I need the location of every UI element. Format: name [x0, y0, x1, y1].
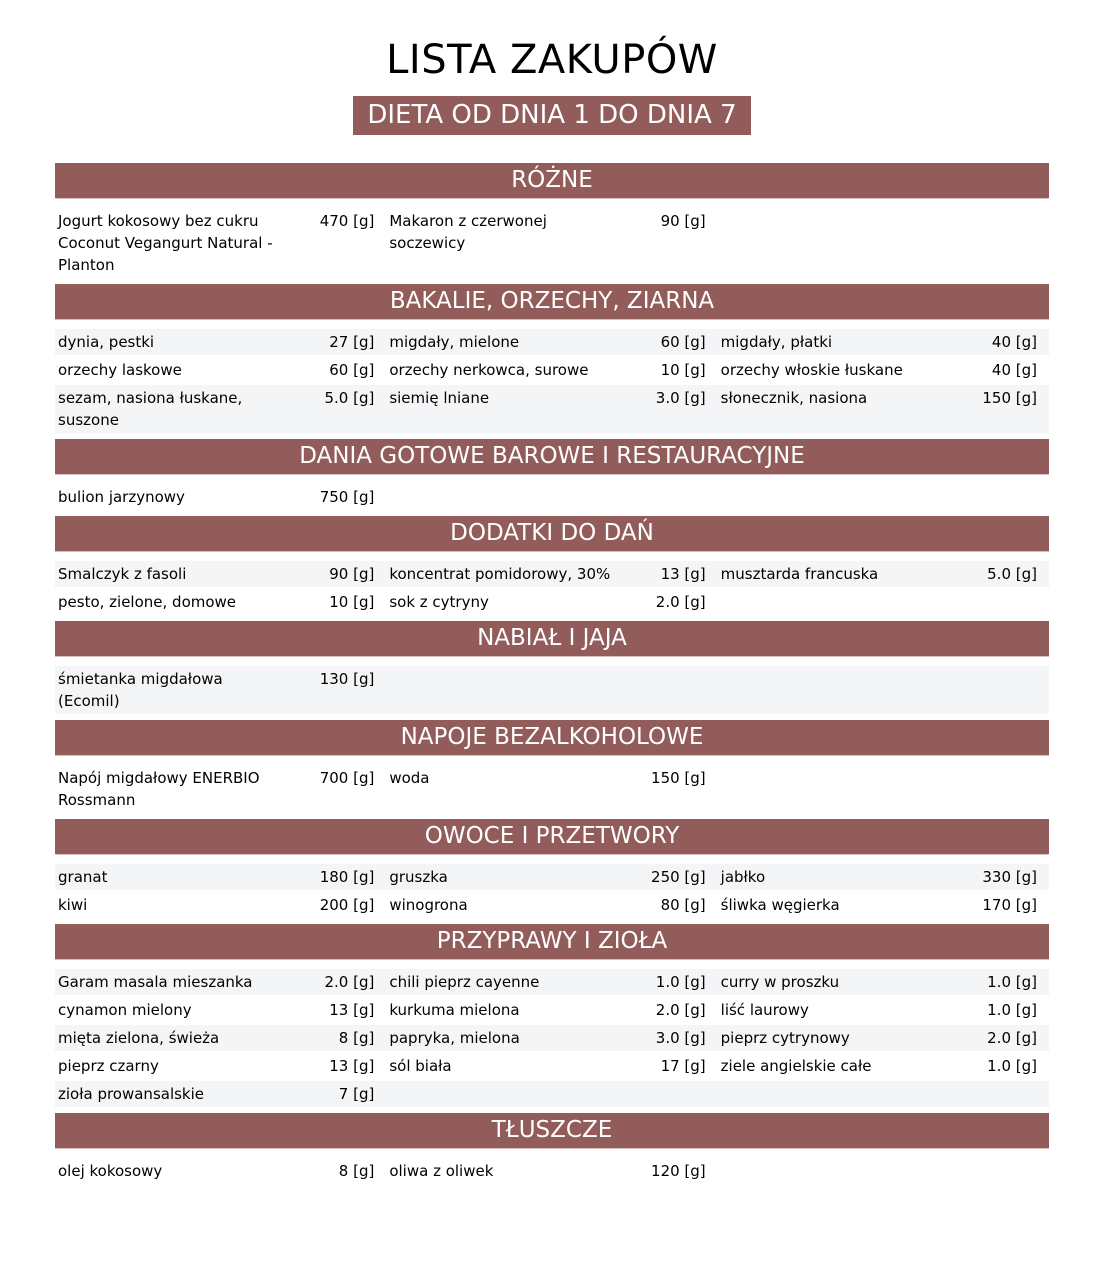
item-name: musztarda francuska [720, 565, 879, 583]
item-name: sezam, nasiona łuskane, suszone [58, 389, 243, 429]
section-header: BAKALIE, ORZECHY, ZIARNA [55, 284, 1049, 320]
item-quantity: 40 [g] [991, 361, 1037, 379]
list-item [386, 591, 717, 613]
item-quantity: 3.0 [g] [655, 1029, 706, 1047]
item-name: sok z cytryny [389, 593, 489, 611]
item-name: migdały, mielone [389, 333, 520, 351]
item-quantity: 80 [g] [660, 896, 706, 914]
item-quantity: 13 [g] [329, 1057, 375, 1075]
list-item [718, 387, 1049, 431]
list-item [55, 767, 386, 811]
list-item [386, 866, 717, 888]
table-row [55, 1081, 1049, 1107]
item-quantity: 3.0 [g] [655, 389, 706, 407]
item-name: woda [389, 769, 430, 787]
item-name: sól biała [389, 1057, 452, 1075]
item-quantity: 13 [g] [660, 565, 706, 583]
list-item [55, 1083, 386, 1105]
section-rows [55, 561, 1049, 615]
item-name: jabłko [720, 868, 766, 886]
list-item [55, 894, 386, 916]
table-row [55, 589, 1049, 615]
list-item [55, 1160, 386, 1182]
section-header: OWOCE I PRZETWORY [55, 819, 1049, 855]
section-header: PRZYPRAWY I ZIOŁA [55, 924, 1049, 960]
list-item [718, 894, 1049, 916]
item-name: kiwi [58, 896, 88, 914]
item-name: orzechy włoskie łuskane [720, 361, 903, 379]
list-item [55, 866, 386, 888]
list-item [55, 563, 386, 585]
item-quantity: 2.0 [g] [324, 973, 375, 991]
list-item [718, 563, 1049, 585]
item-quantity: 150 [g] [651, 769, 706, 787]
list-item [55, 359, 386, 381]
item-quantity: 200 [g] [319, 896, 375, 914]
item-quantity: 150 [g] [982, 389, 1037, 407]
list-item [55, 971, 386, 993]
item-name: winogrona [389, 896, 468, 914]
item-name: Garam masala mieszanka [58, 973, 253, 991]
section-rows [55, 864, 1049, 918]
table-row [55, 1053, 1049, 1079]
list-item [718, 359, 1049, 381]
item-quantity: 8 [g] [338, 1162, 375, 1180]
item-quantity: 700 [g] [319, 769, 375, 787]
list-item [386, 1055, 717, 1077]
item-quantity: 40 [g] [991, 333, 1037, 351]
list-item [718, 1027, 1049, 1049]
item-quantity: 2.0 [g] [655, 1001, 706, 1019]
item-name: papryka, mielona [389, 1029, 520, 1047]
item-quantity: 27 [g] [329, 333, 375, 351]
item-quantity: 17 [g] [660, 1057, 706, 1075]
section-header: TŁUSZCZE [55, 1113, 1049, 1149]
item-name: pieprz cytrynowy [720, 1029, 850, 1047]
list-item [386, 1160, 717, 1182]
section-rows [55, 765, 1049, 813]
list-item [55, 486, 386, 508]
item-name: orzechy laskowe [58, 361, 182, 379]
list-item [55, 591, 386, 613]
item-name: chili pieprz cayenne [389, 973, 540, 991]
diet-range-banner: DIETA OD DNIA 1 DO DNIA 7 [353, 96, 750, 135]
list-item [386, 971, 717, 993]
list-item [718, 866, 1049, 888]
sections-container [55, 163, 1049, 1184]
item-quantity: 60 [g] [329, 361, 375, 379]
section-header: NAPOJE BEZALKOHOLOWE [55, 720, 1049, 756]
item-name: oliwa z oliwek [389, 1162, 494, 1180]
item-quantity: 10 [g] [329, 593, 375, 611]
list-item [386, 1027, 717, 1049]
item-quantity: 13 [g] [329, 1001, 375, 1019]
list-item [55, 1055, 386, 1077]
list-item [386, 894, 717, 916]
table-row [55, 357, 1049, 383]
item-quantity: 7 [g] [338, 1085, 375, 1103]
item-name: Smalczyk z fasoli [58, 565, 187, 583]
list-item [55, 1027, 386, 1049]
table-row [55, 969, 1049, 995]
table-row [55, 561, 1049, 587]
item-name: olej kokosowy [58, 1162, 163, 1180]
item-name: słonecznik, nasiona [720, 389, 868, 407]
section-header: RÓŻNE [55, 163, 1049, 199]
table-row [55, 385, 1049, 433]
section-rows [55, 484, 1049, 510]
page-title: LISTA ZAKUPÓW [386, 37, 718, 83]
item-quantity: 330 [g] [982, 868, 1037, 886]
item-quantity: 60 [g] [660, 333, 706, 351]
item-name: granat [58, 868, 108, 886]
section-rows [55, 1158, 1049, 1184]
item-quantity: 10 [g] [660, 361, 706, 379]
item-name: zioła prowansalskie [58, 1085, 205, 1103]
table-row [55, 892, 1049, 918]
table-row [55, 484, 1049, 510]
section-header: NABIAŁ I JAJA [55, 621, 1049, 657]
item-name: cynamon mielony [58, 1001, 192, 1019]
item-quantity: 180 [g] [319, 868, 375, 886]
item-name: bulion jarzynowy [58, 488, 185, 506]
item-name: pesto, zielone, domowe [58, 593, 237, 611]
item-quantity: 5.0 [g] [324, 389, 375, 407]
section-header: DODATKI DO DAŃ [55, 516, 1049, 552]
item-quantity: 5.0 [g] [987, 565, 1037, 583]
list-item [386, 359, 717, 381]
item-quantity: 8 [g] [338, 1029, 375, 1047]
list-item [386, 387, 717, 431]
item-quantity: 750 [g] [319, 488, 375, 506]
list-item [718, 1055, 1049, 1077]
item-name: Napój migdałowy ENERBIO Rossmann [58, 769, 260, 809]
item-quantity: 2.0 [g] [655, 593, 706, 611]
item-quantity: 1.0 [g] [987, 973, 1037, 991]
list-item [386, 999, 717, 1021]
item-quantity: 1.0 [g] [987, 1001, 1037, 1019]
section-rows [55, 208, 1049, 278]
item-quantity: 120 [g] [651, 1162, 706, 1180]
item-name: Jogurt kokosowy bez cukru Coconut Vegangurt Natural - Planton [58, 212, 273, 274]
item-quantity: 250 [g] [651, 868, 706, 886]
list-item [386, 767, 717, 811]
table-row [55, 329, 1049, 355]
list-item [55, 387, 386, 431]
section-rows [55, 969, 1049, 1107]
item-name: Makaron z czerwonej soczewicy [389, 212, 547, 252]
item-name: curry w proszku [720, 973, 840, 991]
list-item [55, 331, 386, 353]
table-row [55, 666, 1049, 714]
item-name: orzechy nerkowca, surowe [389, 361, 589, 379]
table-row [55, 864, 1049, 890]
item-name: liść laurowy [720, 1001, 809, 1019]
shopping-list-page [0, 38, 1104, 1184]
table-row [55, 1025, 1049, 1051]
item-name: koncentrat pomidorowy, 30% [389, 565, 611, 583]
item-name: migdały, płatki [720, 333, 833, 351]
table-row [55, 765, 1049, 813]
list-item [718, 971, 1049, 993]
table-row [55, 208, 1049, 278]
list-item [55, 999, 386, 1021]
list-item [718, 331, 1049, 353]
table-row [55, 1158, 1049, 1184]
item-quantity: 1.0 [g] [655, 973, 706, 991]
item-name: ziele angielskie całe [720, 1057, 872, 1075]
item-quantity: 130 [g] [319, 670, 375, 688]
list-item [55, 668, 386, 712]
item-name: śliwka węgierka [720, 896, 840, 914]
item-name: gruszka [389, 868, 448, 886]
list-item [55, 210, 386, 276]
list-item [386, 210, 717, 276]
section-rows [55, 666, 1049, 714]
item-name: pieprz czarny [58, 1057, 159, 1075]
list-item [718, 999, 1049, 1021]
list-item [386, 563, 717, 585]
item-name: śmietanka migdałowa (Ecomil) [58, 670, 223, 710]
item-name: mięta zielona, świeża [58, 1029, 220, 1047]
item-quantity: 90 [g] [329, 565, 375, 583]
item-quantity: 470 [g] [319, 212, 375, 230]
item-name: dynia, pestki [58, 333, 155, 351]
section-rows [55, 329, 1049, 433]
section-header: DANIA GOTOWE BAROWE I RESTAURACYJNE [55, 439, 1049, 475]
item-name: kurkuma mielona [389, 1001, 520, 1019]
list-item [386, 331, 717, 353]
table-row [55, 997, 1049, 1023]
diet-range-banner-wrap [55, 96, 1049, 135]
item-quantity: 2.0 [g] [987, 1029, 1037, 1047]
item-quantity: 90 [g] [660, 212, 706, 230]
item-quantity: 1.0 [g] [987, 1057, 1037, 1075]
item-quantity: 170 [g] [982, 896, 1037, 914]
item-name: siemię lniane [389, 389, 490, 407]
